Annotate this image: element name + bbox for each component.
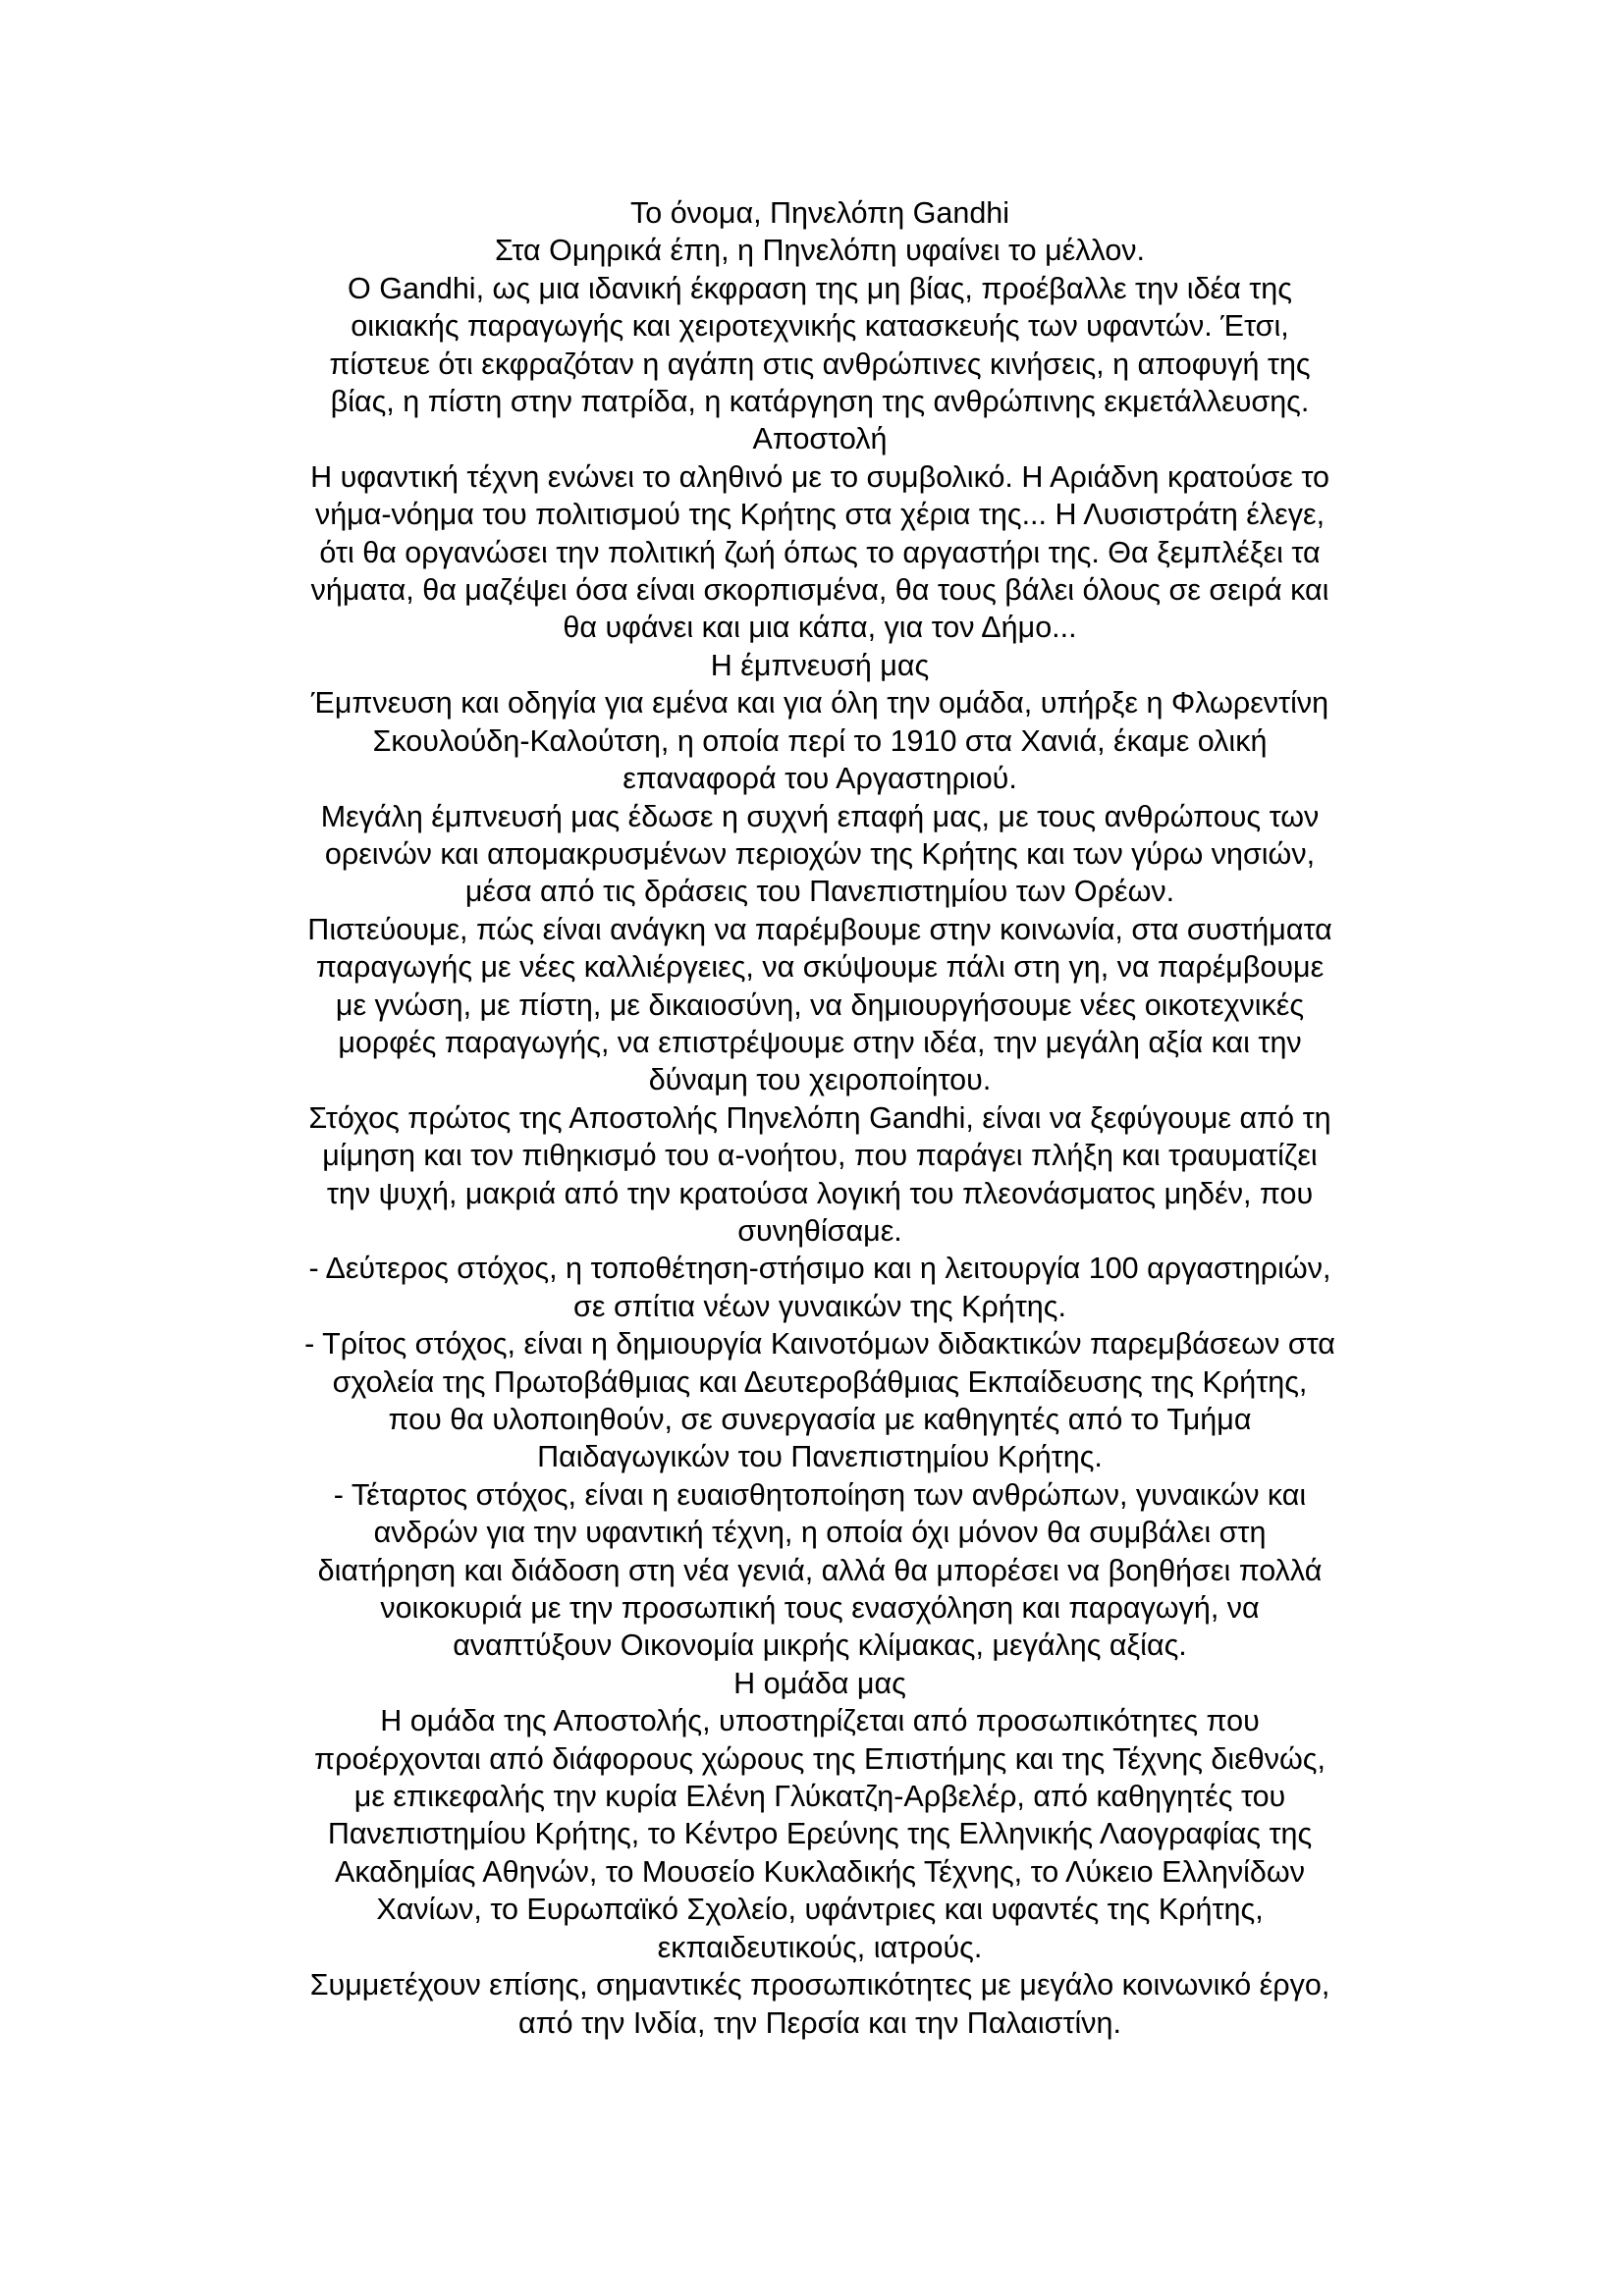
document-line: με επικεφαλής την κυρία Ελένη Γλύκατζη-Αρβελέρ, από καθηγητές του (353, 1780, 1286, 1814)
document-line: παραγωγής με νέες καλλιέργειες, να σκύψουμε πάλι στη γη, να παρέμβουμε (315, 950, 1325, 985)
document-line: Έμπνευση και οδηγία για εμένα και για όλη την ομάδα, υπήρξε η Φλωρεντίνη (310, 686, 1329, 721)
section-heading: Αποστολή (752, 422, 888, 456)
document-line: διατήρηση και διάδοση στη νέα γενιά, αλλά θα μπορέσει να βοηθήσει πολλά (317, 1553, 1323, 1587)
document-line: ανδρών για την υφαντική τέχνη, η οποία όχι μόνον θα συμβάλει στη (373, 1516, 1267, 1550)
document-line: Συμμετέχουν επίσης, σημαντικές προσωπικότητες με μεγάλο κοινωνικό έργο, (309, 1968, 1330, 2002)
section-heading: Η ομάδα μας (733, 1666, 906, 1700)
document-line: μέσα από τις δράσεις του Πανεπιστημίου των Ορέων. (464, 875, 1175, 909)
document-line: εκπαιδευτικούς, ιατρούς. (657, 1930, 983, 1964)
document-line: που θα υλοποιηθούν, σε συνεργασία με καθηγητές από το Τμήμα (388, 1403, 1252, 1436)
document-line: συνηθίσαμε. (737, 1213, 902, 1248)
document-line: δύναμη του χειροποίητου. (648, 1063, 992, 1097)
document-body (245, 194, 1394, 2042)
document-line: νήμα-νόημα του πολιτισμού της Κρήτης στα χέρια της... Η Λυσιστράτη έλεγε, (314, 498, 1326, 532)
document-line: ορεινών και απομακρυσμένων περιοχών της Κρήτης και των γύρω νησιών, (324, 836, 1316, 871)
document-line: Ο Gandhi, ως μια ιδανική έκφραση της μη βίας, προέβαλλε την ιδέα της (348, 271, 1292, 305)
document-line: την ψυχή, μακριά από την κρατούσα λογική του πλεονάσματος μηδέν, που (326, 1176, 1314, 1210)
document-line: Μεγάλη έμπνευσή μας έδωσε η συχνή επαφή μας, με τους ανθρώπους των (320, 799, 1320, 833)
document-line: σε σπίτια νέων γυναικών της Κρήτης. (573, 1289, 1066, 1323)
document-line: αναπτύξουν Οικονομία μικρής κλίμακας, μεγάλης αξίας. (453, 1629, 1187, 1663)
document-line: νήματα, θα μαζέψει όσα είναι σκορπισμένα, θα τους βάλει όλους σε σειρά και (310, 573, 1329, 608)
document-line: επαναφορά του Αργαστηριού. (623, 762, 1017, 796)
document-line: - Τρίτος στόχος, είναι η δημιουργία Καινοτόμων διδακτικών παρεμβάσεων στα (304, 1327, 1335, 1362)
document-line: Πιστεύουμε, πώς είναι ανάγκη να παρέμβουμε στην κοινωνία, στα συστήματα (307, 912, 1332, 946)
document-line: οικιακής παραγωγής και χειροτεχνικής κατασκευής των υφαντών. Έτσι, (351, 309, 1289, 344)
document-line: Η ομάδα της Αποστολής, υποστηρίζεται από προσωπικότητες που (380, 1704, 1260, 1738)
document-line: Πανεπιστημίου Κρήτης, το Κέντρο Ερεύνης της Ελληνικής Λαογραφίας της (327, 1817, 1313, 1851)
document-line: πίστευε ότι εκφραζόταν η αγάπη στις ανθρώπινες κινήσεις, η αποφυγή της (329, 347, 1311, 381)
document-line: Στόχος πρώτος της Αποστολής Πηνελόπη Gandhi, είναι να ξεφύγουμε από τη (308, 1100, 1331, 1135)
document-line: σχολεία της Πρωτοβάθμιας και Δευτεροβάθμιας Εκπαίδευσης της Κρήτης, (332, 1364, 1308, 1399)
document-line: με γνώση, με πίστη, με δικαιοσύνη, να δημιουργήσουμε νέες οικοτεχνικές (335, 988, 1305, 1022)
document-line: ότι θα οργανώσει την πολιτική ζωή όπως το αργαστήρι της. Θα ξεμπλέξει τα (319, 535, 1321, 569)
document-line: μίμηση και τον πιθηκισμό του α-νοήτου, που παράγει πλήξη και τραυματίζει (322, 1139, 1318, 1173)
document-line: Το όνομα, Πηνελόπη Gandhi (629, 196, 1010, 230)
document-line: Σκουλούδη-Καλούτση, η οποία περί το 1910 στα Χανιά, έκαμε ολική (372, 723, 1268, 758)
document-line: μορφές παραγωγής, να επιστρέψουμε στην ιδέα, την μεγάλη αξία και την (338, 1025, 1302, 1059)
document-line: θα υφάνει και μια κάπα, για τον Δήμο... (563, 611, 1077, 645)
document-line: προέρχονται από διάφορους χώρους της Επιστήμης και της Τέχνης διεθνώς, (314, 1741, 1326, 1776)
document-line: Η υφαντική τέχνη ενώνει το αληθινό με το συμβολικό. Η Αριάδνη κρατούσε το (310, 459, 1329, 494)
section-heading: Η έμπνευσή μας (710, 648, 930, 682)
document-line: Στα Ομηρικά έπη, η Πηνελόπη υφαίνει το μέλλον. (494, 234, 1146, 268)
document-line: Παιδαγωγικών του Πανεπιστημίου Κρήτης. (537, 1440, 1103, 1474)
document-line: νοικοκυριά με την προσωπική τους ενασχόληση και παραγωγή, να (380, 1591, 1260, 1626)
document-line: Ακαδημίας Αθηνών, το Μουσείο Κυκλαδικής Τέχνης, το Λύκειο Ελληνίδων (335, 1854, 1305, 1889)
document-line: από την Ινδία, την Περσία και την Παλαιστίνη. (517, 2005, 1121, 2040)
document-line: - Δεύτερος στόχος, η τοποθέτηση-στήσιμο και η λειτουργία 100 αργαστηριών, (308, 1252, 1331, 1286)
document-line: βίας, η πίστη στην πατρίδα, η κατάργηση της ανθρώπινης εκμετάλλευσης. (330, 385, 1310, 419)
document-line: - Τέταρτος στόχος, είναι η ευαισθητοποίηση των ανθρώπων, γυναικών και (333, 1477, 1307, 1512)
document-line: Χανίων, το Ευρωπαϊκό Σχολείο, υφάντριες και υφαντές της Κρήτης, (376, 1893, 1264, 1927)
